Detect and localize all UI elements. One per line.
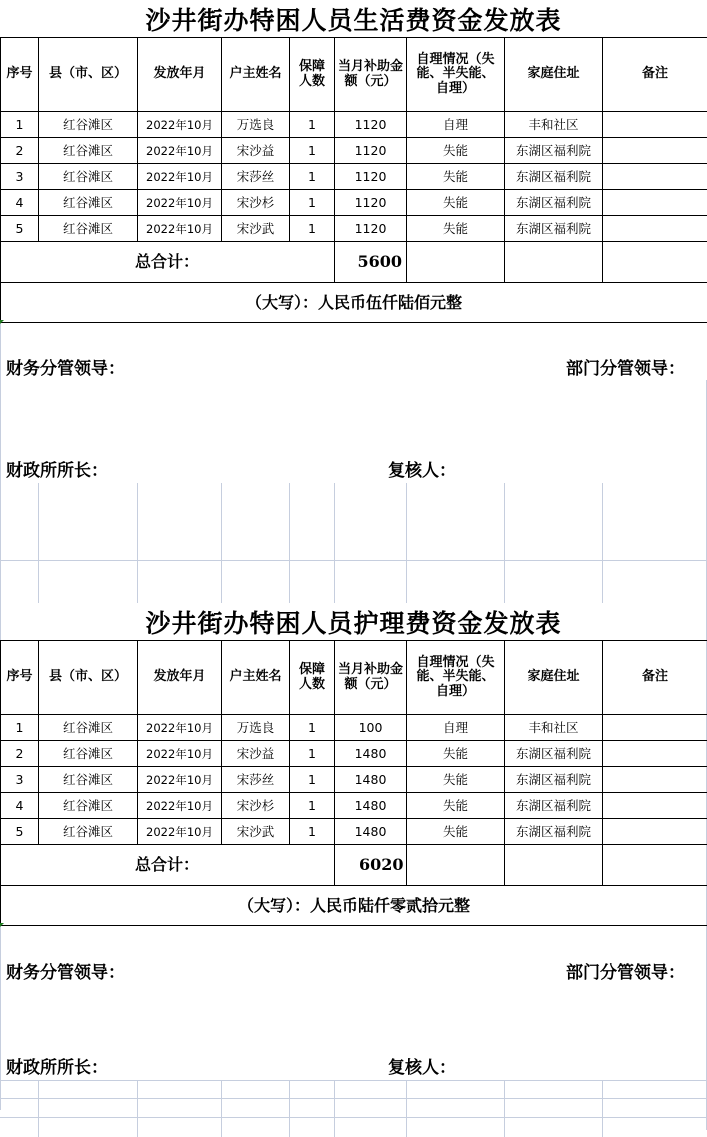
header-cell-selfcare: 自理情况（失能、半失能、自理） <box>407 641 505 715</box>
total-empty-cell <box>407 242 505 283</box>
cell-persons: 1 <box>290 715 335 741</box>
comment-marker <box>0 923 4 927</box>
cell-address: 丰和社区 <box>505 715 603 741</box>
cell-county: 红谷滩区 <box>39 741 138 767</box>
cell-amount: 1120 <box>335 164 407 190</box>
cell-county: 红谷滩区 <box>39 216 138 242</box>
cell-month: 2022年10月 <box>138 216 222 242</box>
cell-month: 2022年10月 <box>138 767 222 793</box>
header-cell-householder: 户主姓名 <box>222 38 290 112</box>
table-row <box>1 190 707 216</box>
cell-selfcare: 失能 <box>407 216 505 242</box>
cell-amount: 1120 <box>335 138 407 164</box>
header-cell-persons: 保障人数 <box>290 38 335 112</box>
cell-persons: 1 <box>290 216 335 242</box>
header-cell-month: 发放年月 <box>138 38 222 112</box>
cell-selfcare: 失能 <box>407 164 505 190</box>
table-row <box>1 793 707 819</box>
table-row <box>1 767 707 793</box>
cell-amount: 1120 <box>335 216 407 242</box>
table-row <box>1 741 707 767</box>
header-cell-index: 序号 <box>1 38 39 112</box>
cell-remarks <box>603 216 707 242</box>
cell-selfcare: 失能 <box>407 190 505 216</box>
header-row <box>1 641 707 715</box>
cell-address: 东湖区福利院 <box>505 164 603 190</box>
cell-county: 红谷滩区 <box>39 112 138 138</box>
cell-remarks <box>603 793 707 819</box>
capital-amount: （大写）：人民币陆仟零贰拾元整 <box>1 886 707 926</box>
header-cell-address: 家庭住址 <box>505 641 603 715</box>
cell-month: 2022年10月 <box>138 138 222 164</box>
capital-row <box>1 283 707 323</box>
reviewer-label: 复核人： <box>388 1058 456 1078</box>
cell-householder: 宋莎丝 <box>222 164 290 190</box>
cell-index: 2 <box>1 138 39 164</box>
cell-amount: 1480 <box>335 767 407 793</box>
cell-index: 1 <box>1 112 39 138</box>
cell-persons: 1 <box>290 819 335 845</box>
finance-head-label: 财政所所长： <box>6 1058 108 1078</box>
total-label: 总合计： <box>1 845 335 886</box>
cell-index: 3 <box>1 164 39 190</box>
reviewer-label: 复核人： <box>388 461 456 481</box>
sheet1-table <box>0 37 707 323</box>
cell-persons: 1 <box>290 138 335 164</box>
cell-index: 5 <box>1 819 39 845</box>
total-label: 总合计： <box>1 242 335 283</box>
sheet2-table <box>0 640 707 926</box>
cell-persons: 1 <box>290 190 335 216</box>
cell-county: 红谷滩区 <box>39 767 138 793</box>
header-cell-persons: 保障人数 <box>290 641 335 715</box>
header-cell-county: 县（市、区） <box>39 641 138 715</box>
finance-head-label: 财政所所长： <box>6 461 108 481</box>
cell-selfcare: 自理 <box>407 715 505 741</box>
cell-month: 2022年10月 <box>138 715 222 741</box>
cell-remarks <box>603 164 707 190</box>
cell-address: 东湖区福利院 <box>505 741 603 767</box>
total-empty-cell <box>505 242 603 283</box>
cell-address: 东湖区福利院 <box>505 138 603 164</box>
header-row <box>1 38 707 112</box>
cell-selfcare: 失能 <box>407 819 505 845</box>
cell-index: 4 <box>1 190 39 216</box>
cell-selfcare: 自理 <box>407 112 505 138</box>
cell-month: 2022年10月 <box>138 793 222 819</box>
cell-address: 丰和社区 <box>505 112 603 138</box>
cell-county: 红谷滩区 <box>39 793 138 819</box>
cell-amount: 1480 <box>335 819 407 845</box>
cell-persons: 1 <box>290 767 335 793</box>
cell-remarks <box>603 138 707 164</box>
cell-amount: 1480 <box>335 741 407 767</box>
cell-householder: 宋沙杉 <box>222 190 290 216</box>
cell-month: 2022年10月 <box>138 190 222 216</box>
total-row <box>1 845 707 886</box>
finance-leader-label: 财务分管领导： <box>6 963 125 983</box>
cell-month: 2022年10月 <box>138 164 222 190</box>
cell-householder: 宋沙益 <box>222 741 290 767</box>
cell-index: 5 <box>1 216 39 242</box>
table-row <box>1 715 707 741</box>
total-empty-cell <box>603 845 707 886</box>
table-row <box>1 819 707 845</box>
cell-amount: 1120 <box>335 190 407 216</box>
cell-selfcare: 失能 <box>407 767 505 793</box>
total-row <box>1 242 707 283</box>
cell-householder: 宋沙益 <box>222 138 290 164</box>
table-row <box>1 112 707 138</box>
comment-marker <box>0 320 4 324</box>
cell-index: 2 <box>1 741 39 767</box>
cell-amount: 1120 <box>335 112 407 138</box>
cell-county: 红谷滩区 <box>39 819 138 845</box>
table-row <box>1 164 707 190</box>
header-cell-county: 县（市、区） <box>39 38 138 112</box>
cell-remarks <box>603 112 707 138</box>
cell-address: 东湖区福利院 <box>505 819 603 845</box>
cell-index: 1 <box>1 715 39 741</box>
table-row <box>1 216 707 242</box>
cell-persons: 1 <box>290 793 335 819</box>
cell-householder: 宋沙武 <box>222 819 290 845</box>
dept-leader-label: 部门分管领导： <box>566 359 685 379</box>
cell-index: 4 <box>1 793 39 819</box>
finance-leader-label: 财务分管领导： <box>6 359 125 379</box>
header-cell-amount: 当月补助金额（元） <box>335 38 407 112</box>
cell-selfcare: 失能 <box>407 741 505 767</box>
cell-householder: 万选良 <box>222 715 290 741</box>
cell-householder: 宋莎丝 <box>222 767 290 793</box>
header-cell-index: 序号 <box>1 641 39 715</box>
cell-address: 东湖区福利院 <box>505 767 603 793</box>
cell-county: 红谷滩区 <box>39 190 138 216</box>
cell-householder: 宋沙武 <box>222 216 290 242</box>
cell-selfcare: 失能 <box>407 793 505 819</box>
capital-row <box>1 886 707 926</box>
cell-month: 2022年10月 <box>138 112 222 138</box>
header-cell-householder: 户主姓名 <box>222 641 290 715</box>
table-row <box>1 138 707 164</box>
cell-index: 3 <box>1 767 39 793</box>
cell-address: 东湖区福利院 <box>505 793 603 819</box>
cell-month: 2022年10月 <box>138 741 222 767</box>
cell-address: 东湖区福利院 <box>505 216 603 242</box>
dept-leader-label: 部门分管领导： <box>566 963 685 983</box>
cell-householder: 万选良 <box>222 112 290 138</box>
header-cell-selfcare: 自理情况（失能、半失能、自理） <box>407 38 505 112</box>
cell-remarks <box>603 819 707 845</box>
total-empty-cell <box>505 845 603 886</box>
cell-householder: 宋沙杉 <box>222 793 290 819</box>
total-empty-cell <box>407 845 505 886</box>
header-cell-remarks: 备注 <box>603 641 707 715</box>
sheet2-title: 沙井街办特困人员护理费资金发放表 <box>145 609 562 638</box>
cell-persons: 1 <box>290 164 335 190</box>
cell-remarks <box>603 741 707 767</box>
total-empty-cell <box>603 242 707 283</box>
cell-month: 2022年10月 <box>138 819 222 845</box>
header-cell-month: 发放年月 <box>138 641 222 715</box>
header-cell-address: 家庭住址 <box>505 38 603 112</box>
cell-amount: 1480 <box>335 793 407 819</box>
cell-amount: 100 <box>335 715 407 741</box>
header-cell-remarks: 备注 <box>603 38 707 112</box>
total-value: 6020 <box>335 845 407 886</box>
cell-county: 红谷滩区 <box>39 715 138 741</box>
cell-address: 东湖区福利院 <box>505 190 603 216</box>
cell-persons: 1 <box>290 112 335 138</box>
cell-persons: 1 <box>290 741 335 767</box>
cell-county: 红谷滩区 <box>39 164 138 190</box>
total-value: 5600 <box>335 242 407 283</box>
cell-county: 红谷滩区 <box>39 138 138 164</box>
cell-selfcare: 失能 <box>407 138 505 164</box>
capital-amount: （大写）：人民币伍仟陆佰元整 <box>1 283 707 323</box>
sheet1-title: 沙井街办特困人员生活费资金发放表 <box>145 6 562 35</box>
header-cell-amount: 当月补助金额（元） <box>335 641 407 715</box>
cell-remarks <box>603 715 707 741</box>
cell-remarks <box>603 767 707 793</box>
cell-remarks <box>603 190 707 216</box>
